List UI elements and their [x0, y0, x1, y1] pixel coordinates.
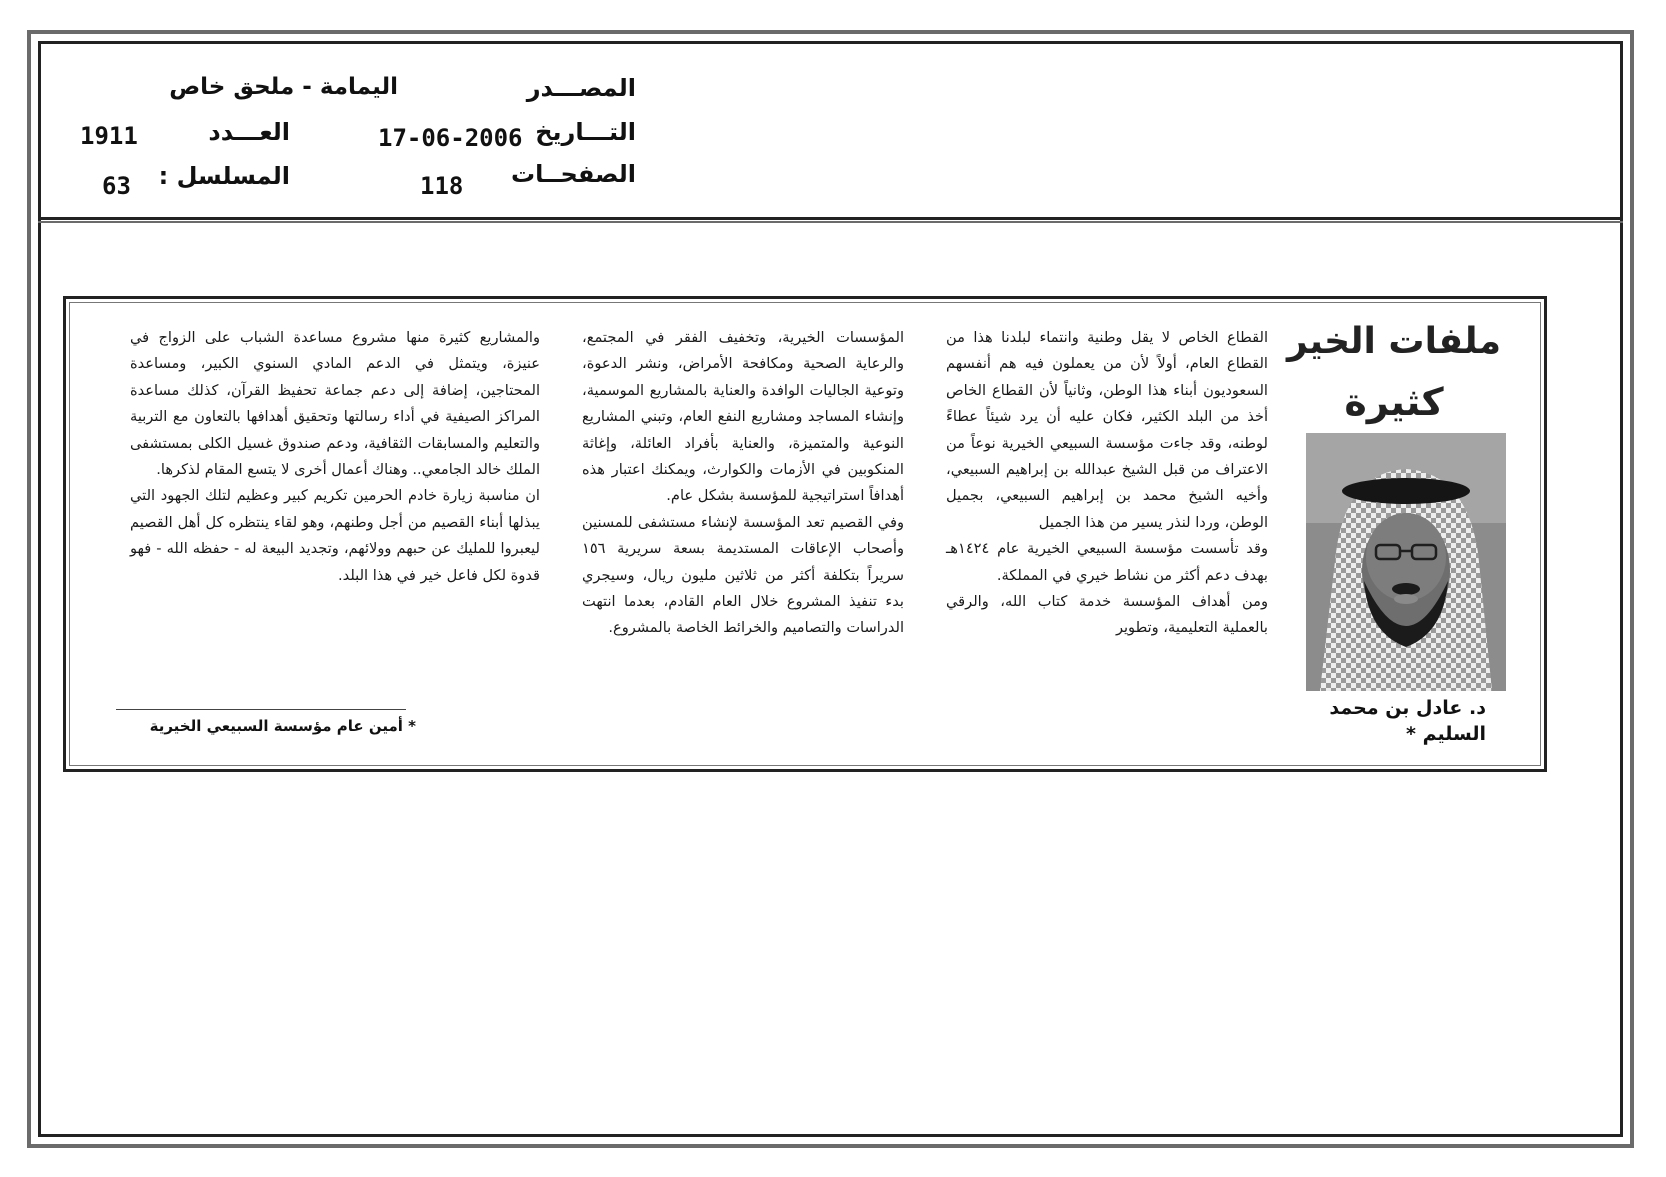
- footnote-divider: [116, 709, 406, 710]
- column-2-paragraph: وفي القصيم تعد المؤسسة لإنشاء مستشفى للمسنين وأصحاب الإعاقات المستديمة بسعة سريرية ١٥٦ سريراً بتكلفة أكثر من ثلاثين مليون ريال، وسيجري بدء تنفيذ المشروع خلال العام القادم، بعدما انتهت الدراسات والتصاميم والخرائط الخاصة بالمشروع.: [582, 513, 904, 637]
- column-3-paragraph: والمشاريع كثيرة منها مشروع مساعدة الشباب على الزواج في عنيزة، ويتمثل في الدعم المادي السنوي الكبير، ومساعدة المحتاجين، إضافة إلى دعم جماعة تحفيظ القرآن، كذلك مساعدة المراكز الصيفية في أداء رسالتها وتحقيق أهدافها بالتعاون مع التربية والتعليم والمسابقات الثقافية، ودعم صندوق غسيل الكلى بمستشفى الملك خالد الجامعي.. وهناك أعمال أخرى لا يتسع المقام لذكرها.: [130, 329, 540, 479]
- date-label: التـــاريخ: [535, 118, 636, 146]
- article-column-2: [582, 325, 904, 642]
- column-2-paragraph: المؤسسات الخيرية، وتخفيف الفقر في المجتمع، والرعاية الصحية ومكافحة الأمراض، ونشر الدعوة، وتوعية الجاليات الوافدة والعناية بالمشاريع الموسمية، وإنشاء المساجد ومشاريع النفع العام، وتبني المشاريع النوعية والمتميزة، والعناية بأفراد العائلة، وإغاثة المنكوبين في الأزمات والكوارث، ويمكنك اعتبار هذه أهدافاً استراتيجية للمؤسسة بشكل عام.: [582, 329, 904, 505]
- column-3-paragraph: ان مناسبة زيارة خادم الحرمين تكريم كبير وعظيم لتلك الجهود التي يبذلها أبناء القصيم من أجل وطنهم، وهو لقاء ينتظره كل أهل القصيم ليعبروا للمليك عن حبهم وولائهم، وتجديد البيعة له - حفظه الله - فهو قدوة لكل فاعل خير في هذا البلد.: [130, 487, 540, 584]
- issue-value: 1911: [80, 122, 138, 150]
- author-footnote: * أمين عام مؤسسة السبيعي الخيرية: [149, 717, 416, 735]
- author-portrait-image: [1306, 433, 1506, 691]
- headline-line-1: ملفات الخير: [1286, 321, 1501, 362]
- column-1-paragraph: وقد تأسست مؤسسة السبيعي الخيرية عام ١٤٢٤هـ بهدف دعم أكثر من نشاط خيري في المملكة.: [946, 540, 1268, 584]
- byline-name-line-2: السليم *: [1406, 723, 1486, 745]
- author-byline: [1306, 695, 1486, 747]
- date-value: 17-06-2006: [378, 124, 523, 152]
- article-column-3: [130, 325, 540, 589]
- column-1-paragraph: القطاع الخاص لا يقل وطنية وانتماء لبلدنا هذا من القطاع العام، أولاً لأن من يعملون فيه هم أنفسهم السعوديون أبناء هذا الوطن، وثانياً لأن القطاع الخاص أخذ من البلد الكثير، فكان عليه أن يرد شيئاً عطاءً لوطنه، وقد جاءت مؤسسة السبيعي الخيرية نوعاً من الاعتراف من قبل الشيخ عبدالله بن إبراهيم السبيعي، وأخيه الشيخ محمد بن إبراهيم السبيعي، بجميل الوطن، وردا لنذر يسير من هذا الجميل: [946, 329, 1268, 531]
- article-column-1: [946, 325, 1268, 642]
- serial-value: 63: [102, 172, 131, 200]
- pages-label: الصفحــات: [511, 160, 636, 188]
- issue-label: العـــدد: [208, 118, 290, 146]
- article-headline: [1284, 313, 1504, 433]
- source-label: المصـــدر: [526, 74, 636, 102]
- byline-name-line-1: د. عادل بن محمد: [1329, 697, 1486, 719]
- header-divider: [38, 217, 1623, 223]
- source-value: اليمامة - ملحق خاص: [169, 74, 398, 100]
- serial-label: المسلسل :: [158, 162, 290, 190]
- column-1-paragraph: ومن أهداف المؤسسة خدمة كتاب الله، والرقي بالعملية التعليمية، وتطوير: [946, 593, 1268, 637]
- author-photo: [1306, 433, 1506, 691]
- article-clipping: [63, 296, 1547, 772]
- headline-line-2: كثيرة: [1344, 380, 1444, 424]
- pages-value: 118: [420, 172, 464, 200]
